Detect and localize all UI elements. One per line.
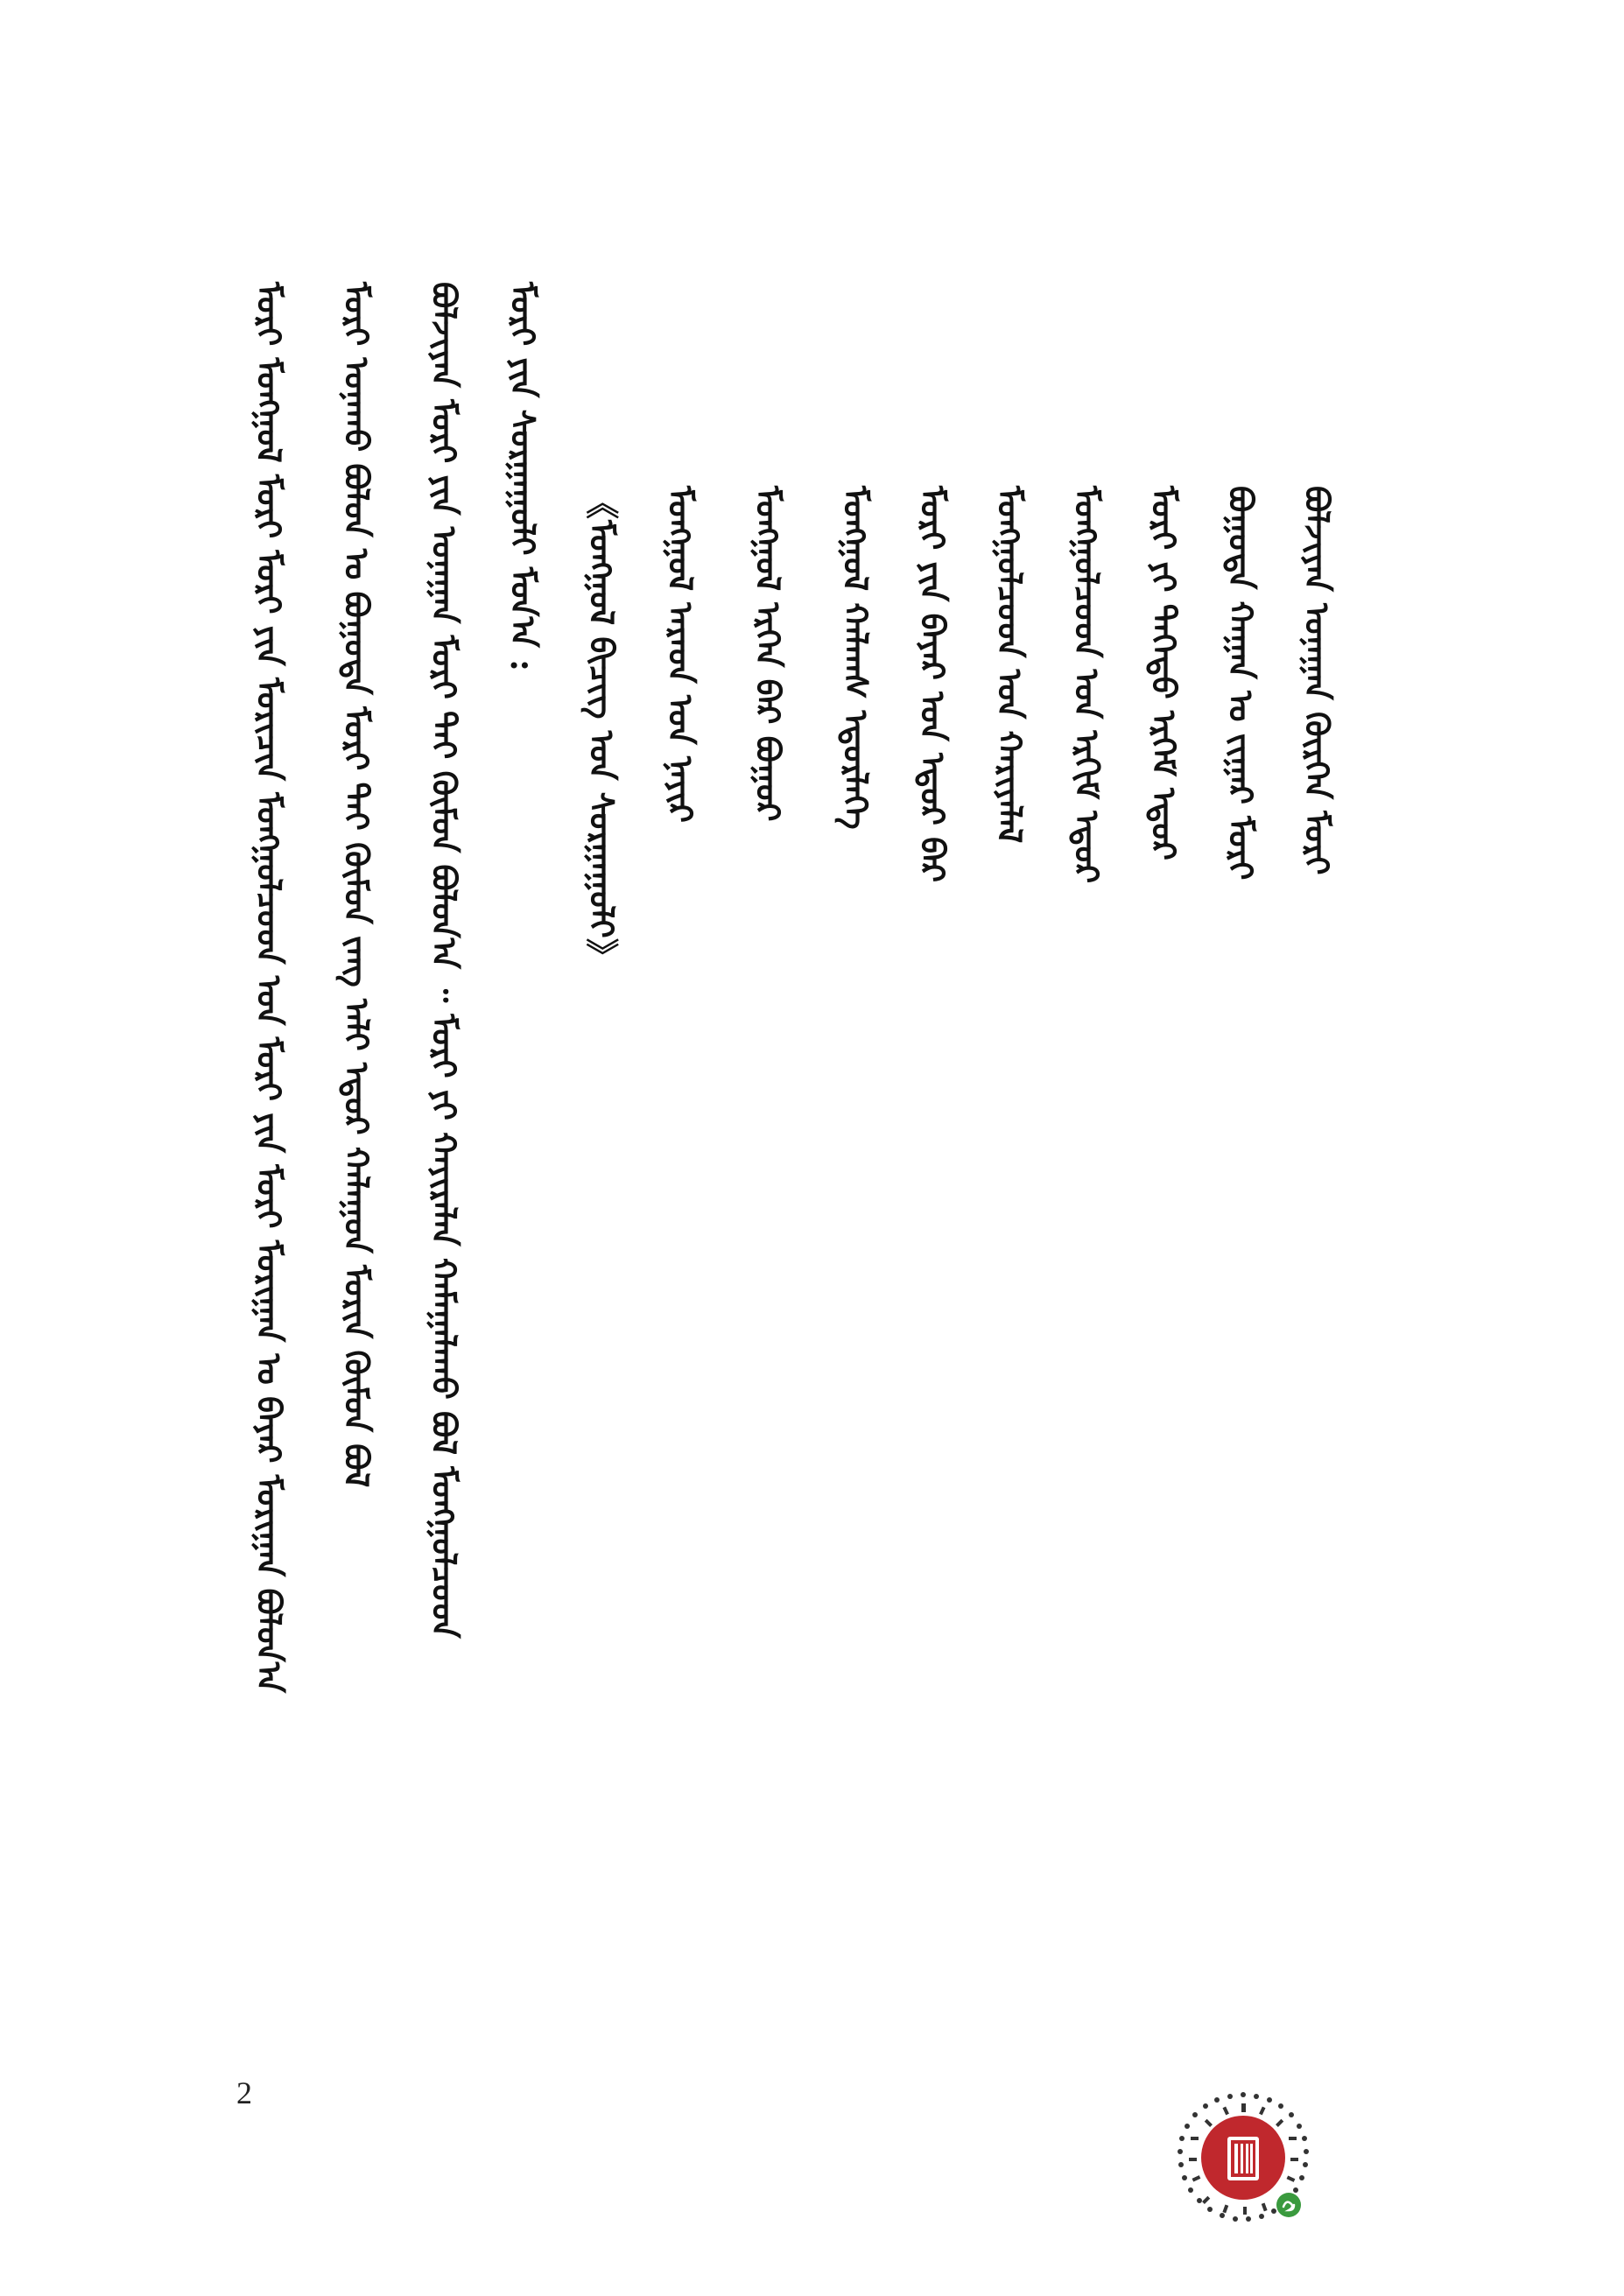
prose-line: ᠪᠣᠯᠵᠢᠶᠠᠨ ᠮᠣᠷᠢ ᠶᠢᠨ ᠤᠨᠠᠭᠠᠨ ᠮᠣᠷᠢ ᠲᠠᠢ ᠬᠦᠮᠦᠨ ᠪᠣᠯᠤᠨ᠎ᠠ ᠃ ᠮᠣᠷᠢ ᠶᠢ ᠬᠠᠶᠢᠷᠠᠯᠠᠨ ᠬᠠᠮᠠᠭᠠᠯᠠᠬᠤ ᠪᠣᠯ ᠮᠣᠩᠭᠣᠯᠴᠤᠳ xyxy=(425,282,464,1639)
book-app-qr-seal[interactable] xyxy=(1173,2088,1313,2228)
poem-line: ᠪᠣᠭᠣᠳᠠ ᠬᠠᠭᠠᠨ ᠤ ᠵᠢᠭᠠᠷ ᠮᠣᠷᠢ xyxy=(1221,486,1261,881)
prose-line: ᠮᠣᠷᠢ ᠮᠣᠩᠭᠣᠯ ᠮᠣᠷᠢ ᠮᠣᠷᠢ ᠶᠢᠨ ᠮᠣᠷᠢᠴᠢᠨ ᠮᠣᠩᠭᠣᠯᠴᠤᠳ ᠤᠨ ᠮᠣᠷᠢ ᠶᠢᠨ ᠮᠣᠷᠢ ᠮᠣᠷᠢᠭᠠᠨ ᠤ ᠪᠠᠶᠠᠷ ᠮᠣᠷᠢᠭᠠᠨ ᠪᠣᠯᠤᠨ᠎ᠠ xyxy=(250,282,289,1694)
poem-line: ᠮᠣᠩᠭᠣᠯ ᠠᠷᠠᠳ ᠤᠨ ᠨᠠᠶᠢᠷ xyxy=(661,486,700,823)
seal-icon xyxy=(1173,2088,1313,2228)
poem-line: 《ᠮᠣᠩᠭᠣᠯ ᠪᠢᠴᠢᠭ ᠤᠨ ᠰᠤᠷᠭᠠᠭᠤᠯᠢ》 xyxy=(582,486,622,972)
poem-line: ᠮᠣᠷᠢ ᠶᠢ ᠳᠡᠭᠡᠳᠦ ᠡᠷᠬᠡᠮ ᠡᠳᠦᠷ xyxy=(1144,486,1184,860)
poem-line: ᠮᠣᠩᠭᠣᠯ ᠡᠷᠬᠡᠨ ᠪᠡᠷ ᠪᠣᠭᠣᠷ xyxy=(749,486,788,822)
book-icon xyxy=(1227,2137,1259,2180)
prose-line: ᠮᠣᠷᠢ ᠤᠨᠠᠬᠤ ᠪᠣᠯᠤᠨ ᠤ ᠪᠣᠭᠣᠳᠠ ᠮᠣᠷᠢ ᠲᠠᠢ ᠬᠦᠮᠦᠨ ᠵᠠᠩ ᠠᠯᠢ ᠡᠳᠦᠷ ᠬᠠᠯᠠᠭᠤᠨ ᠮᠣᠷᠢᠨ ᠬᠦᠮᠦᠨ ᠪᠣᠯ xyxy=(337,282,376,1488)
poem-line: ᠮᠣᠩᠭᠣᠯ ᠬᠠᠯᠬᠠᠰ ᠡᠳᠦᠷᠯᠡᠭᠡ xyxy=(836,486,875,830)
poem-line: ᠮᠣᠩᠭᠣᠯᠴᠤᠳ ᠤᠨ ᠬᠠᠷᠢᠶᠠᠯᠠᠯ xyxy=(990,486,1030,844)
poem-line: ᠮᠣᠷᠢ ᠶᠢᠨ ᠪᠠᠶᠠᠷ ᠤᠨ ᠡᠳᠦᠷ ᠪᠡᠷ xyxy=(913,486,953,882)
green-badge-icon xyxy=(1276,2193,1301,2217)
page-number: 2 xyxy=(236,2075,252,2110)
poem-line: ᠮᠣᠩᠭᠣᠯᠴᠤᠳ ᠤᠨ ᠡᠷᠬᠢᠮ ᠡᠳᠦᠷ xyxy=(1067,486,1107,884)
poem-line: ᠪᠣᠯᠵᠢᠶᠠᠨ ᠤᠨᠠᠭᠠᠨ ᠬᠦᠷᠭᠡᠨ ᠮᠣᠷᠢ xyxy=(1297,486,1337,875)
poem-line: ᠮᠣᠷᠢ ᠶᠢᠨ ᠰᠤᠷᠭᠠᠭᠤᠯᠢ ᠮᠣᠨ᠎ᠠ : xyxy=(503,282,543,672)
